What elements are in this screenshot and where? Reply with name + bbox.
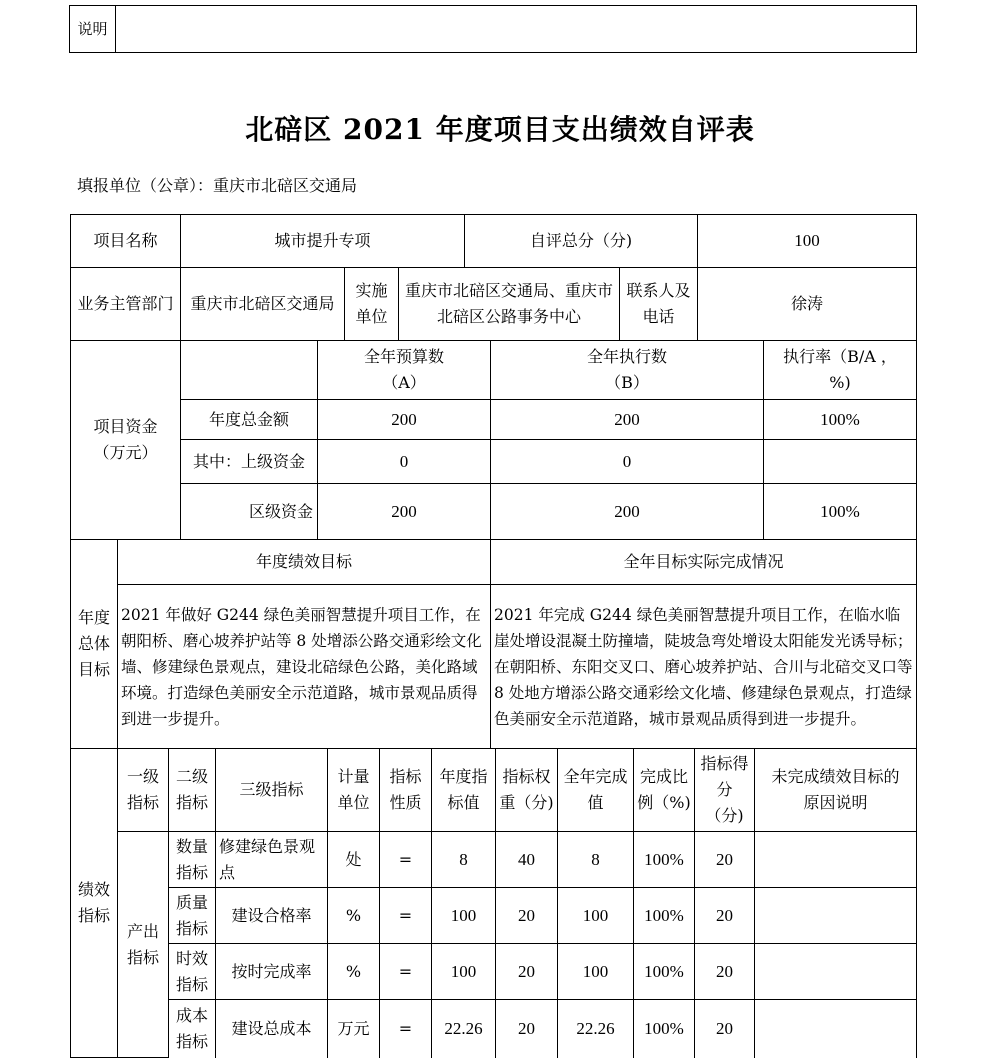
hdr-l1: 一级指标 xyxy=(118,749,169,832)
hdr-reason: 未完成绩效目标的原因说明 xyxy=(755,749,917,832)
nature: = xyxy=(380,832,432,888)
hdr-ratio: 完成比例（%) xyxy=(634,749,695,832)
reason xyxy=(755,944,917,1000)
done: 22.26 xyxy=(558,1000,634,1058)
fund-row-exec: 0 xyxy=(491,440,764,484)
col-target: 年度绩效目标 xyxy=(118,540,491,585)
ratio: 100% xyxy=(634,888,695,944)
fund-row-budget: 200 xyxy=(318,400,491,440)
score-value: 100 xyxy=(698,215,917,268)
weight: 20 xyxy=(496,944,558,1000)
hdr-done: 全年完成值 xyxy=(558,749,634,832)
nature: = xyxy=(380,1000,432,1058)
l3-label: 建设合格率 xyxy=(216,888,328,944)
funds-table xyxy=(70,340,917,540)
done: 100 xyxy=(558,944,634,1000)
fund-row-rate xyxy=(764,440,917,484)
project-name-value: 城市提升专项 xyxy=(181,215,465,268)
actual-text: 2021 年完成 G244 绿色美丽智慧提升项目工作，在临水临崖处增设混凝土防撞墙，陡坡急弯处增设太阳能发光诱导标；在朝阳桥、东阳交叉口、磨心坡养护站、合川与北碚交叉口等 8 处地方增添公路交通彩绘文化墙、修建绿色景观点，打造绿色美丽安全示范道路，城市景观品质得到进一步提升。 xyxy=(491,585,917,749)
done: 8 xyxy=(558,832,634,888)
fund-row-exec: 200 xyxy=(491,484,764,540)
unit: 处 xyxy=(328,832,380,888)
target: 8 xyxy=(432,832,496,888)
hdr-weight: 指标权重（分) xyxy=(496,749,558,832)
fund-row-budget: 200 xyxy=(318,484,491,540)
nature: = xyxy=(380,888,432,944)
fund-row-exec: 200 xyxy=(491,400,764,440)
weight: 40 xyxy=(496,832,558,888)
funds-label: 项目资金（万元） xyxy=(71,341,181,540)
indicators-table xyxy=(70,748,917,1058)
hdr-target: 年度指标值 xyxy=(432,749,496,832)
l2-label: 质量指标 xyxy=(169,888,216,944)
col-actual: 全年目标实际完成情况 xyxy=(491,540,917,585)
impl-value: 重庆市北碚区交通局、重庆市北碚区公路事务中心 xyxy=(399,268,620,341)
score: 20 xyxy=(695,888,755,944)
impl-label: 实施单位 xyxy=(345,268,399,341)
score-label: 自评总分（分) xyxy=(465,215,698,268)
done: 100 xyxy=(558,888,634,944)
hdr-unit: 计量单位 xyxy=(328,749,380,832)
score: 20 xyxy=(695,944,755,1000)
l2-label: 时效指标 xyxy=(169,944,216,1000)
l3-label: 修建绿色景观点 xyxy=(216,832,328,888)
fund-row-budget: 0 xyxy=(318,440,491,484)
hdr-nature: 指标性质 xyxy=(380,749,432,832)
ratio: 100% xyxy=(634,1000,695,1058)
weight: 20 xyxy=(496,888,558,944)
weight: 20 xyxy=(496,1000,558,1058)
unit: % xyxy=(328,888,380,944)
fund-row-label: 其中：上级资金 xyxy=(181,440,318,484)
fund-row-rate: 100% xyxy=(764,484,917,540)
dept-label: 业务主管部门 xyxy=(71,268,181,341)
col-budget: 全年预算数（A） xyxy=(318,341,491,400)
filler-unit: 填报单位（公章）：重庆市北碚区交通局 xyxy=(77,176,358,195)
unit: 万元 xyxy=(328,1000,380,1058)
l3-label: 按时完成率 xyxy=(216,944,328,1000)
col-exec: 全年执行数（B） xyxy=(491,341,764,400)
page-title: 北碚区 2021 年度项目支出绩效自评表 xyxy=(245,113,755,146)
l3-label: 建设总成本 xyxy=(216,1000,328,1058)
target: 100 xyxy=(432,888,496,944)
col-rate: 执行率（B/A ， %) xyxy=(764,341,917,400)
hdr-score: 指标得分（分) xyxy=(695,749,755,832)
l2-label: 成本指标 xyxy=(169,1000,216,1058)
fund-row-rate: 100% xyxy=(764,400,917,440)
ratio: 100% xyxy=(634,832,695,888)
target: 22.26 xyxy=(432,1000,496,1058)
note-label: 说明 xyxy=(70,6,116,53)
note-table xyxy=(69,5,917,53)
score: 20 xyxy=(695,1000,755,1058)
l2-label: 数量指标 xyxy=(169,832,216,888)
ratio: 100% xyxy=(634,944,695,1000)
reason xyxy=(755,1000,917,1058)
goals-label: 年度总体目标 xyxy=(71,540,118,749)
funds-corner xyxy=(181,341,318,400)
indicators-label: 绩效指标 xyxy=(71,749,118,1058)
contact-label: 联系人及电话 xyxy=(620,268,698,341)
project-info-table xyxy=(70,214,917,341)
target: 100 xyxy=(432,944,496,1000)
level1-label: 产出指标 xyxy=(118,832,169,1058)
reason xyxy=(755,888,917,944)
dept-value: 重庆市北碚区交通局 xyxy=(181,268,345,341)
goals-table xyxy=(70,539,917,749)
score: 20 xyxy=(695,832,755,888)
fund-row-label: 区级资金 xyxy=(181,484,318,540)
fund-row-label: 年度总金额 xyxy=(181,400,318,440)
unit: % xyxy=(328,944,380,1000)
note-content xyxy=(116,6,917,53)
hdr-l2: 二级指标 xyxy=(169,749,216,832)
reason xyxy=(755,832,917,888)
contact-value: 徐涛 xyxy=(698,268,917,341)
hdr-l3: 三级指标 xyxy=(216,749,328,832)
project-name-label: 项目名称 xyxy=(71,215,181,268)
nature: = xyxy=(380,944,432,1000)
target-text: 2021 年做好 G244 绿色美丽智慧提升项目工作，在朝阳桥、磨心坡养护站等 8 处增添公路交通彩绘文化墙、修建绿色景观点，建设北碚绿色公路，美化路域环境。打造绿色美丽安全示范道路，城市景观品质得到进一步提升。 xyxy=(118,585,491,749)
